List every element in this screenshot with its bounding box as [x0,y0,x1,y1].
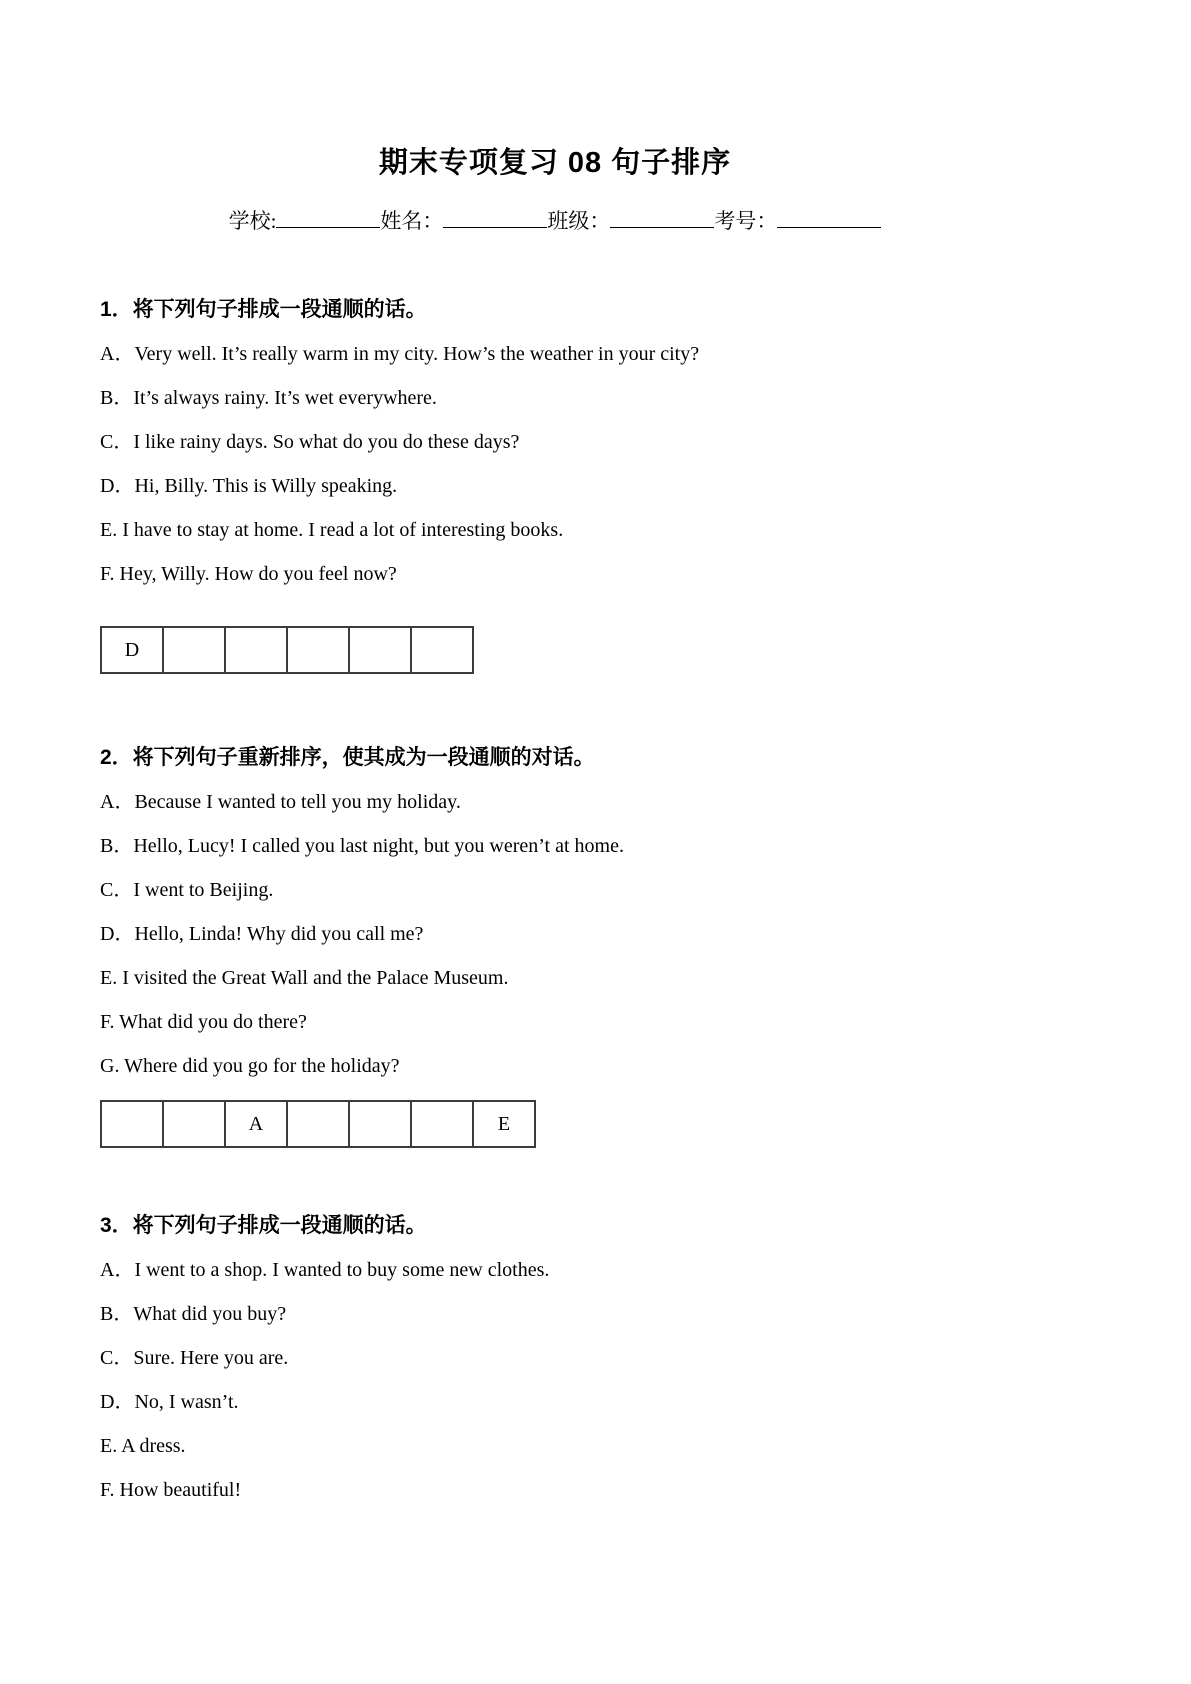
answer-cell[interactable] [412,628,472,672]
question-2-item-e: E. I visited the Great Wall and the Palace Museum. [100,967,509,989]
question-1-item-e: E. I have to stay at home. I read a lot of interesting books. [100,519,564,541]
class-blank[interactable] [610,205,714,228]
question-2-item-g: G. Where did you go for the holiday? [100,1055,400,1077]
question-1-item-f: F. Hey, Willy. How do you feel now? [100,563,397,585]
answer-cell[interactable]: D [102,628,164,672]
question-2-item-b: B．Hello, Lucy! I called you last night, but you weren’t at home. [100,835,624,857]
question-3-heading: 3．将下列句子排成一段通顺的话。 [100,1214,427,1237]
question-1-item-a: A．Very well. It’s really warm in my city. How’s the weather in your city? [100,343,700,365]
question-3 [100,1212,1010,1504]
question-2-item-c: C．I went to Beijing. [100,879,274,901]
class-label: 班级： [547,209,611,233]
answer-cell[interactable] [350,1102,412,1146]
answer-cell[interactable] [288,1102,350,1146]
name-label: 姓名： [380,209,444,233]
answer-cell[interactable] [164,1102,226,1146]
question-3-item-b: B．What did you buy? [100,1303,287,1325]
answer-cell[interactable] [164,628,226,672]
answer-cell[interactable] [226,628,288,672]
exam-number-blank[interactable] [777,205,881,228]
question-1 [100,296,1010,674]
answer-cell[interactable]: A [226,1102,288,1146]
question-1-heading: 1．将下列句子排成一段通顺的话。 [100,298,427,321]
answer-cell[interactable] [350,628,412,672]
question-3-item-c: C．Sure. Here you are. [100,1347,289,1369]
school-blank[interactable] [276,205,380,228]
name-blank[interactable] [443,205,547,228]
question-1-item-d: D．Hi, Billy. This is Willy speaking. [100,475,398,497]
question-2 [100,744,1010,1148]
page-title: 期末专项复习 08 句子排序 [378,147,732,179]
question-3-item-f: F. How beautiful! [100,1479,242,1501]
answer-cell[interactable]: E [497,1112,511,1135]
question-1-answer-table [100,626,474,674]
question-2-item-f: F. What did you do there? [100,1011,307,1033]
answer-cell[interactable] [102,1102,164,1146]
question-3-item-d: D．No, I wasn’t. [100,1391,239,1413]
question-3-item-e: E. A dress. [100,1435,186,1457]
answer-cell[interactable] [412,1102,474,1146]
student-info-line [100,205,1010,236]
question-2-answer-table [100,1100,536,1148]
question-2-item-a: A．Because I wanted to tell you my holiday. [100,791,461,813]
question-2-heading: 2．将下列句子重新排序，使其成为一段通顺的对话。 [100,746,595,769]
question-3-item-a: A．I went to a shop. I wanted to buy some new clothes. [100,1259,550,1281]
question-2-item-d: D．Hello, Linda! Why did you call me? [100,923,424,945]
answer-cell[interactable] [288,628,350,672]
worksheet-page [100,0,1010,1504]
question-1-item-c: C．I like rainy days. So what do you do these days? [100,431,520,453]
question-1-item-b: B．It’s always rainy. It’s wet everywhere. [100,387,437,409]
school-label: 学校: [228,209,277,233]
exam-number-label: 考号： [714,209,778,233]
